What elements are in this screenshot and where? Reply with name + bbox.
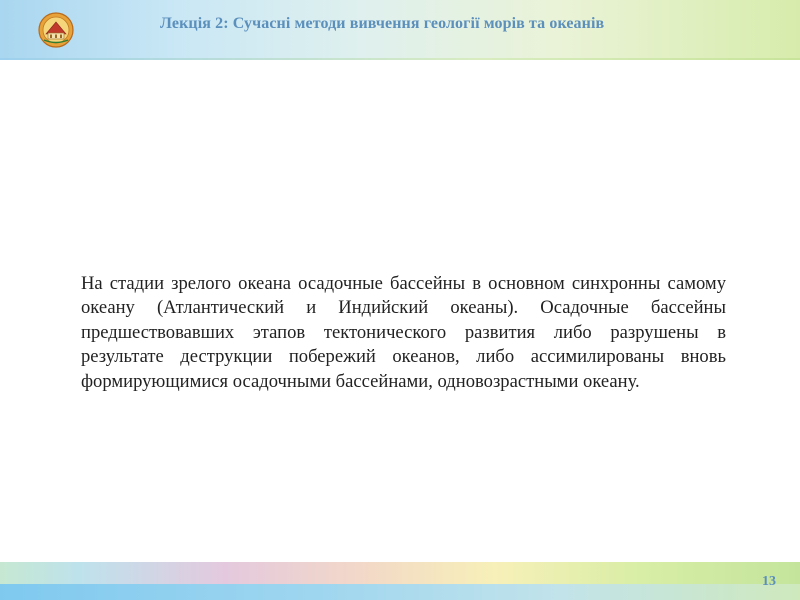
page-number: 13 <box>762 574 776 589</box>
footer-gradient-strip <box>0 562 800 584</box>
lecture-title: Лекція 2: Сучасні методи вивчення геології морів та океанів <box>160 15 605 32</box>
body-paragraph: На стадии зрелого океана осадочные бассейны в основном синхронны самому океану (Атлантический и Индийский океаны). Осадочные бассейны предшествовавших этапов тектонического развития либо разрушены в результате деструкции побережий океанов, либо ассимилированы вновь формирующимися осадочными бассейнами, одновозрастными океану. <box>81 273 726 392</box>
header-divider <box>0 58 800 60</box>
footer-blue-strip <box>0 584 800 600</box>
footer-band <box>0 562 800 600</box>
university-emblem-icon <box>38 12 74 48</box>
